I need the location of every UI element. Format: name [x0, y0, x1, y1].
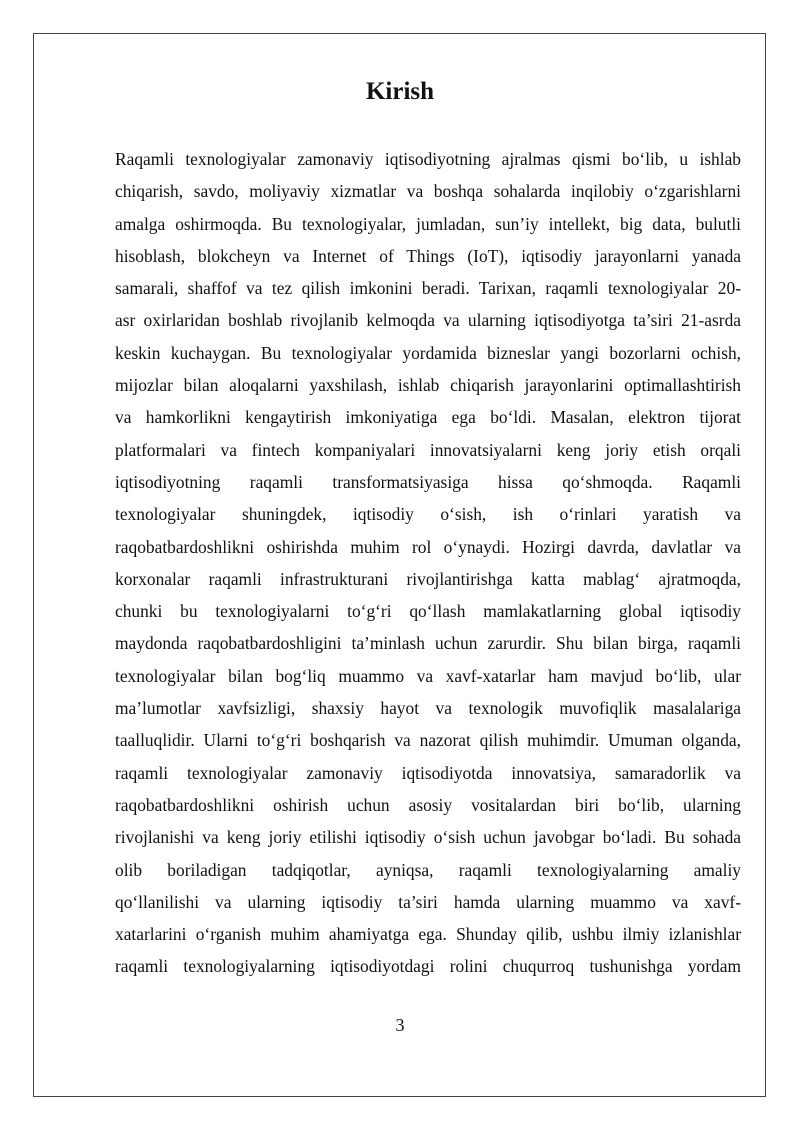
page-title: Kirish [365, 78, 435, 105]
text-line: va hamkorlikni kengaytirish imkoniyatiga ega bo‘ldi. Masalan, elektron tijorat [115, 407, 741, 428]
text-line: keskin kuchaygan. Bu texnologiyalar yordamida bizneslar yangi bozorlarni ochish, [115, 342, 741, 363]
text-line: xatarlarini o‘rganish muhim ahamiyatga ega. Shunday qilib, ushbu ilmiy izlanishlar [115, 924, 741, 945]
text-line: platformalari va fintech kompaniyalari innovatsiyalarni keng joriy etish orqali [115, 439, 741, 460]
text-line: qo‘llanilishi va ularning iqtisodiy ta’siri hamda ularning muammo va xavf- [115, 891, 741, 912]
text-line: mijozlar bilan aloqalarni yaxshilash, ishlab chiqarish jarayonlarini optimallashtirish [115, 375, 741, 396]
text-line: raqamli texnologiyalarning iqtisodiyotdagi rolini chuqurroq tushunishga yordam [115, 956, 741, 977]
text-line: texnologiyalar bilan bog‘liq muammo va xavf-xatarlar ham mavjud bo‘lib, ular [115, 665, 741, 686]
page-number: 3 [395, 1015, 405, 1035]
text-line: raqobatbardoshlikni oshirishda muhim rol o‘ynaydi. Hozirgi davrda, davlatlar va [115, 536, 741, 557]
text-line: samarali, shaffof va tez qilish imkonini beradi. Tarixan, raqamli texnologiyalar 20- [115, 278, 741, 299]
text-line: chunki bu texnologiyalarni to‘g‘ri qo‘llash mamlakatlarning global iqtisodiy [115, 601, 741, 622]
text-line: rivojlanishi va keng joriy etilishi iqtisodiy o‘sish uchun javobgar bo‘ladi. Bu sohada [115, 827, 741, 848]
text-line: taalluqlidir. Ularni to‘g‘ri boshqarish va nazorat qilish muhimdir. Umuman olganda, [115, 730, 741, 751]
text-line: korxonalar raqamli infrastrukturani rivojlantirishga katta mablag‘ ajratmoqda, [115, 568, 741, 589]
text-line: raqobatbardoshlikni oshirish uchun asosiy vositalardan biri bo‘lib, ularning [115, 794, 741, 815]
text-line: Raqamli texnologiyalar zamonaviy iqtisodiyotning ajralmas qismi bo‘lib, u ishlab [115, 149, 741, 169]
body-paragraph [115, 143, 741, 983]
text-line: chiqarish, savdo, moliyaviy xizmatlar va boshqa sohalarda inqilobiy o‘zgarishlarni [115, 181, 741, 202]
text-line: maydonda raqobatbardoshligini ta’minlash uchun zarurdir. Shu bilan birga, raqamli [115, 633, 741, 654]
text-line: hisoblash, blokcheyn va Internet of Things (IoT), iqtisodiy jarayonlarni yanada [115, 245, 741, 266]
text-line: iqtisodiyotning raqamli transformatsiyasiga hissa qo‘shmoqda. Raqamli [115, 471, 741, 492]
text-line: amalga oshirmoqda. Bu texnologiyalar, jumladan, sun’iy intellekt, big data, bulutli [115, 213, 741, 234]
text-line: raqamli texnologiyalar zamonaviy iqtisodiyotda innovatsiya, samaradorlik va [115, 762, 741, 783]
text-line: olib boriladigan tadqiqotlar, ayniqsa, raqamli texnologiyalarning amaliy [115, 859, 741, 880]
text-line: asr oxirlaridan boshlab rivojlanib kelmoqda va ularning iqtisodiyotga ta’siri 21-asrda [115, 310, 741, 331]
text-line: ma’lumotlar xavfsizligi, shaxsiy hayot va texnologik muvofiqlik masalalariga [115, 698, 741, 719]
text-line: texnologiyalar shuningdek, iqtisodiy o‘sish, ish o‘rinlari yaratish va [115, 504, 741, 525]
